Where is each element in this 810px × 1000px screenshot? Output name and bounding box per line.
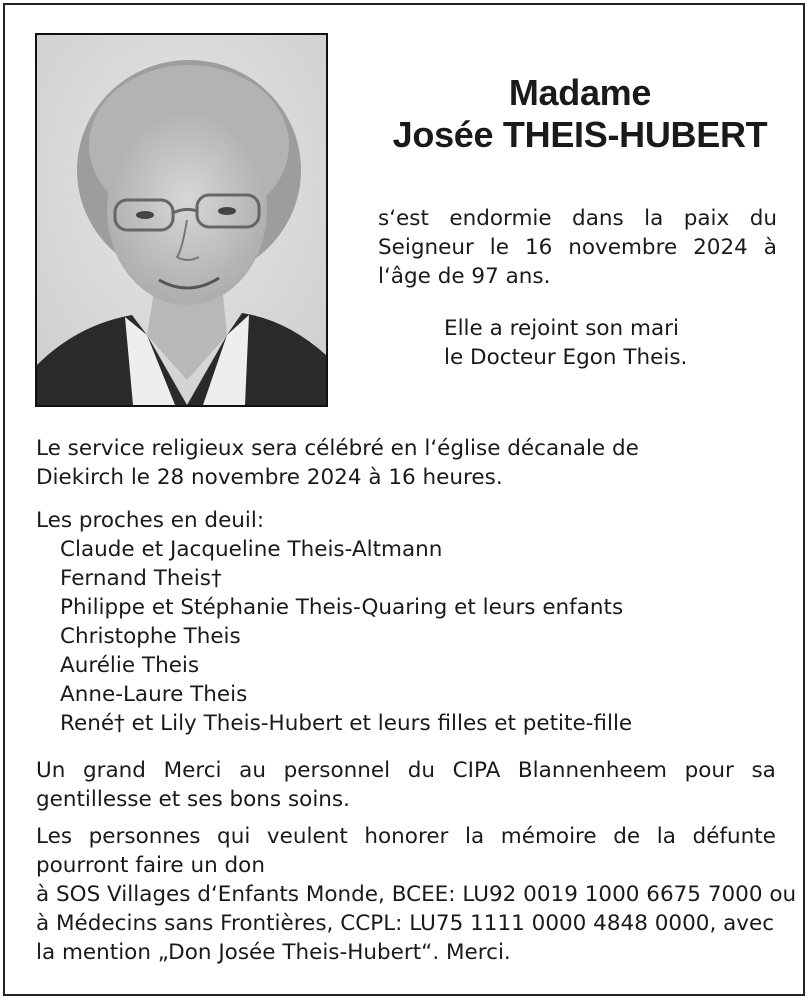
- thanks-word: pour: [684, 758, 734, 783]
- thanks-word: Merci: [163, 758, 222, 783]
- husband-line-1: Elle a rejoint son mari: [444, 316, 679, 341]
- family-member: Claude et Jacqueline Theis-Altmann: [60, 537, 443, 562]
- family-member: Philippe et Stéphanie Theis-Quaring et leurs enfants: [60, 595, 624, 620]
- donation-paragraph: [36, 822, 796, 967]
- donation-word: la: [465, 824, 485, 849]
- thanks-word: CIPA: [452, 758, 501, 783]
- donation-line-5: la mention „Don Josée Theis-Hubert“. Merci.: [36, 940, 511, 965]
- family-member: Anne-Laure Theis: [60, 682, 248, 707]
- donation-word: Les: [36, 824, 73, 849]
- intro-line-3: l‘âge de 97 ans.: [378, 264, 551, 289]
- husband-note: [444, 314, 687, 372]
- thanks-word: Un: [36, 758, 66, 783]
- intro-word: le: [489, 235, 509, 260]
- intro-line-1: [378, 204, 777, 233]
- deceased-name: Josée THEIS-HUBERT: [392, 114, 768, 155]
- intro-word: dans: [572, 206, 624, 231]
- thanks-word: Blannenheem: [517, 758, 667, 783]
- donation-word: la: [656, 824, 676, 849]
- donation-word: honorer: [364, 824, 449, 849]
- donation-line-3: à SOS Villages d‘Enfants Monde, BCEE: LU92 0019 1000 6675 7000 ou: [36, 882, 797, 907]
- family-heading: Les proches en deuil:: [36, 508, 265, 533]
- thanks-word: sa: [751, 758, 776, 783]
- thanks-word: au: [239, 758, 266, 783]
- donation-word: personnes: [88, 824, 201, 849]
- intro-word: à: [763, 235, 777, 260]
- thanks-line-2: gentillesse et ses bons soins.: [36, 787, 350, 812]
- donation-line-4: à Médecins sans Frontières, CCPL: LU75 1111 0000 4848 0000, avec: [36, 911, 775, 936]
- family-member: René† et Lily Theis-Hubert et leurs filles et petite-fille: [60, 711, 633, 736]
- husband-line-2: le Docteur Egon Theis.: [444, 345, 688, 370]
- thanks-word: du: [407, 758, 436, 783]
- thanks-line-1: [36, 756, 776, 785]
- thanks-word: personnel: [283, 758, 391, 783]
- intro-word: novembre: [568, 235, 678, 260]
- intro-word: 2024: [693, 235, 748, 260]
- family-member: Christophe Theis: [60, 624, 241, 649]
- intro-word: du: [749, 206, 777, 231]
- service-line-1: Le service religieux sera célébré en l‘église décanale de: [36, 436, 639, 461]
- donation-word: qui: [217, 824, 251, 849]
- donation-word: défunte: [692, 824, 776, 849]
- thanks-paragraph: [36, 756, 776, 814]
- donation-word: de: [613, 824, 641, 849]
- intro-word: la: [644, 206, 664, 231]
- donation-word: mémoire: [500, 824, 597, 849]
- donation-word: veulent: [266, 824, 348, 849]
- intro-line-2: [378, 233, 777, 262]
- intro-word: endormie: [449, 206, 552, 231]
- donation-line-2: pourront faire un don: [36, 853, 265, 878]
- family-member: Aurélie Theis: [60, 653, 200, 678]
- intro-word: paix: [683, 206, 730, 231]
- portrait-illustration: [37, 35, 326, 405]
- service-paragraph: [36, 434, 639, 492]
- intro-word: Seigneur: [378, 235, 474, 260]
- title-madame: Madame: [508, 72, 652, 113]
- portrait-photo: [35, 33, 328, 407]
- intro-word: 16: [524, 235, 553, 260]
- family-list: [36, 506, 632, 738]
- thanks-word: grand: [83, 758, 146, 783]
- service-line-2: Diekirch le 28 novembre 2024 à 16 heures.: [36, 465, 503, 490]
- donation-line-1: [36, 822, 776, 851]
- intro-word: s‘est: [378, 206, 429, 231]
- family-member: Fernand Theis†: [60, 566, 222, 591]
- death-announcement: [378, 204, 777, 291]
